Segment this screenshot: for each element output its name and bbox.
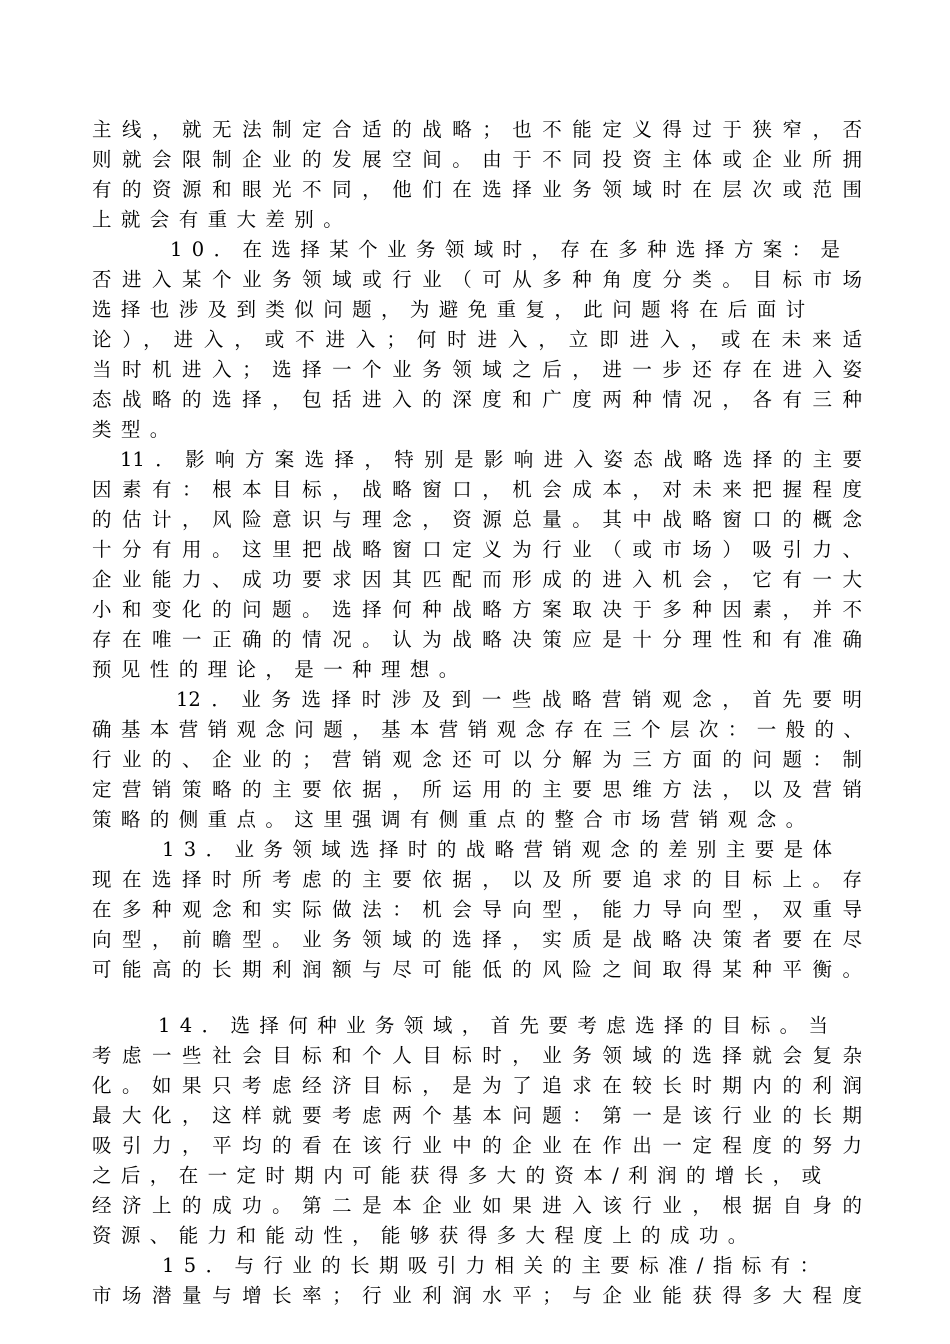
text-line: 11．影响方案选择，特别是影响进入姿态战略选择的主要 xyxy=(120,448,862,471)
text-line: 因素有：根本目标，战略窗口，机会成本，对未来把握程度 xyxy=(92,478,862,501)
text-line: 向型，前瞻型。业务领域的选择，实质是战略决策者要在尽 xyxy=(92,928,862,951)
text-line: 确基本营销观念问题，基本营销观念存在三个层次：一般的、 xyxy=(92,718,873,741)
text-line: 存在唯一正确的情况。认为战略决策应是十分理性和有准确 xyxy=(92,628,862,651)
text-line: 有的资源和眼光不同，他们在选择业务领域时在层次或范围 xyxy=(92,178,862,201)
text-line: 可能高的长期利润额与尽可能低的风险之间取得某种平衡。 xyxy=(92,958,862,981)
document-body xyxy=(92,115,873,1311)
text-line: 主线，就无法制定合适的战略；也不能定义得过于狭窄，否 xyxy=(92,118,862,141)
text-line: 经济上的成功。第二是本企业如果进入该行业，根据自身的 xyxy=(92,1194,862,1217)
text-line: 12．业务选择时涉及到一些战略营销观念，首先要明 xyxy=(176,688,862,711)
text-line: 论），进入，或不进入；何时进入，立即进入，或在未来适 xyxy=(92,328,862,351)
text-line: 定营销策略的主要依据，所运用的主要思维方法，以及营销 xyxy=(92,778,862,801)
text-line: 企业能力、成功要求因其匹配而形成的进入机会，它有一大 xyxy=(92,568,862,591)
text-line: 的估计，风险意识与理念，资源总量。其中战略窗口的概念 xyxy=(92,508,862,531)
text-line: 行业的、企业的；营销观念还可以分解为三方面的问题：制 xyxy=(92,748,862,771)
text-line: 态战略的选择，包括进入的深度和广度两种情况，各有三种 xyxy=(92,388,862,411)
text-line: 则就会限制企业的发展空间。由于不同投资主体或企业所拥 xyxy=(92,148,862,171)
text-line: 策略的侧重点。这里强调有侧重点的整合市场营销观念。 xyxy=(92,808,815,831)
text-line: 小和变化的问题。选择何种战略方案取决于多种因素，并不 xyxy=(92,598,862,621)
text-line: 上就会有重大差别。 xyxy=(92,208,353,231)
text-line: 13．业务领域选择时的战略营销观念的差别主要是体 xyxy=(162,838,842,861)
text-line: 市场潜量与增长率；行业利润水平；与企业能获得多大程度 xyxy=(92,1284,862,1307)
text-line: 吸引力，平均的看在该行业中的企业在作出一定程度的努力 xyxy=(92,1134,862,1157)
text-line: 十分有用。这里把战略窗口定义为行业（或市场）吸引力、 xyxy=(92,538,862,561)
text-line: 当时机进入；选择一个业务领域之后，进一步还存在进入姿 xyxy=(92,358,862,381)
text-line: 考虑一些社会目标和个人目标时，业务领域的选择就会复杂 xyxy=(92,1044,862,1067)
text-line: 选择也涉及到类似问题，为避免重复，此问题将在后面讨 xyxy=(92,298,815,321)
text-line: 在多种观念和实际做法：机会导向型，能力导向型，双重导 xyxy=(92,898,862,921)
paragraph-gap xyxy=(92,985,862,1011)
text-line: 14．选择何种业务领域，首先要考虑选择的目标。当 xyxy=(158,1014,838,1037)
text-line: 10．在选择某个业务领域时，存在多种选择方案：是 xyxy=(170,238,850,261)
text-line: 之后，在一定时期内可能获得多大的资本/利润的增长，或 xyxy=(92,1164,831,1187)
text-line: 最大化，这样就要考虑两个基本问题：第一是该行业的长期 xyxy=(92,1104,862,1127)
text-line: 预见性的理论，是一种理想。 xyxy=(92,658,468,681)
text-line: 资源、能力和能动性，能够获得多大程度上的成功。 xyxy=(92,1224,757,1247)
text-line: 类型。 xyxy=(92,418,179,441)
text-line: 化。如果只考虑经济目标，是为了追求在较长时期内的利润 xyxy=(92,1074,862,1097)
text-line: 15．与行业的长期吸引力相关的主要标准/指标有： xyxy=(162,1254,829,1277)
text-line: 否进入某个业务领域或行业（可从多种角度分类。目标市场 xyxy=(92,268,862,291)
text-line: 现在选择时所考虑的主要依据，以及所要追求的目标上。存 xyxy=(92,868,862,891)
